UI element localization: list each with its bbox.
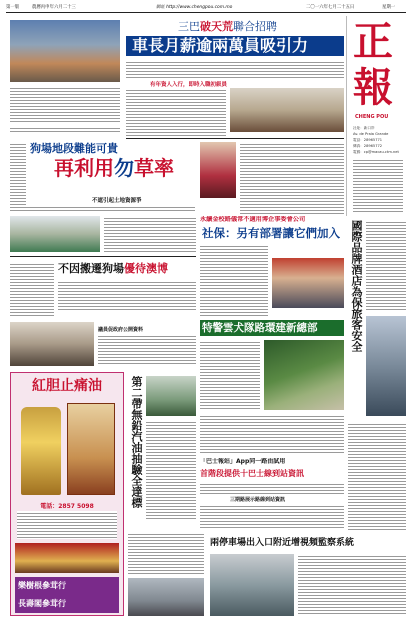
masthead-info-5: 電郵：cp@macau.ctm.net <box>353 150 399 154</box>
social-photo <box>272 258 344 308</box>
masthead-char-zheng: 正 <box>353 18 393 65</box>
social-headline: 社保：另有部署讓它們加入 <box>202 226 340 240</box>
parking-photo-2 <box>210 554 294 616</box>
dog-park-photo <box>10 216 100 252</box>
ad-phone: 電話：2857 5098 <box>40 503 94 510</box>
recruit-kicker-a: 三巴 <box>178 20 200 33</box>
tepu-headline: 特警雲犬隊路環建新總部 <box>200 320 344 336</box>
article-text <box>200 244 268 316</box>
divider <box>126 138 344 139</box>
dog-move-caption: 議員促政府公開資料 <box>98 327 144 333</box>
article-text <box>58 280 196 312</box>
article-text <box>298 554 406 616</box>
website: 網址 http://www.chengpou.com.mo <box>156 5 233 10</box>
masthead <box>346 16 406 216</box>
ad-shop2: 長壽閣參茸行 <box>15 595 119 613</box>
dog-move-headline-b: 優待澳博 <box>124 262 168 275</box>
dog-move-headline <box>58 262 168 276</box>
dog-park-headline-c: 勿 <box>114 156 134 180</box>
ad-bottle-image <box>21 407 61 495</box>
app-subhead: 三期路展示路線到站資訊 <box>230 497 286 503</box>
header-bar <box>6 4 406 13</box>
divider <box>10 256 196 257</box>
article-text <box>366 220 406 310</box>
article-text <box>10 86 120 122</box>
app-kicker: 「巴士報站」App同一路由試用 <box>200 458 286 465</box>
recruit-headline: 車長月薪逾兩萬員吸引力 <box>126 36 344 56</box>
article-text <box>348 422 406 530</box>
gregorian-date: 二〇一六年七月二十五日 <box>306 5 355 10</box>
masthead-info-4: 傳真：28965772 <box>353 144 383 148</box>
social-kicker: 永續金校路儀常不適用博企事委會公司 <box>200 216 306 223</box>
app-headline: 首階段提供十巴士線到站資訊 <box>200 469 304 478</box>
article-text <box>10 126 120 134</box>
ad-shop1: 樂樹根參茸行 <box>15 577 119 595</box>
recruit-subhead: 有年資人入行，即時入職初級員 <box>150 82 228 88</box>
article-text <box>200 414 344 454</box>
article-text <box>104 216 196 252</box>
masthead-notice <box>353 158 403 212</box>
dog-move-photo <box>10 322 94 366</box>
dog-move-headline-a: 不因搬遷狗場 <box>58 262 124 275</box>
page-number: 第一版 <box>6 5 20 10</box>
ad-title: 紅胆止痛油 <box>32 378 102 394</box>
masthead-info-3: 電話：28965771 <box>353 138 383 142</box>
lunar-date: 農曆丙申年六月二十三 <box>32 5 76 10</box>
dog-park-headline-b: 利用 <box>74 156 114 180</box>
cctv-headline: 兩停車場出入口附近增視頻監察系統 <box>210 538 355 548</box>
recruit-kicker <box>178 20 277 33</box>
masthead-char-bao: 報 <box>353 64 393 111</box>
ad-text <box>17 511 117 539</box>
ad-shop-photo <box>15 543 119 573</box>
article-text <box>98 334 196 366</box>
ad-block <box>10 372 124 616</box>
meeting-photo <box>10 20 120 82</box>
dog-park-headline <box>54 156 174 180</box>
masthead-english: CHENG POU <box>355 114 389 120</box>
recruit-kicker-c: 聯合招聘 <box>233 20 277 33</box>
tepu-aerial-photo <box>264 340 344 410</box>
article-text <box>126 88 226 136</box>
article-text <box>200 340 260 410</box>
gas-photo <box>146 376 196 416</box>
vertical-headline-2: 第二帶無鉛汽油抽驗全達標 <box>130 376 143 508</box>
parking-photo-1 <box>128 578 204 616</box>
dog-park-kicker: 狗場地段難能可貴 <box>30 142 118 155</box>
weekday: 星期一 <box>382 5 396 10</box>
ad-box-image <box>67 403 115 495</box>
hotel-photo <box>366 316 406 416</box>
masthead-info-1: 社址：新口岸 <box>353 126 375 130</box>
portrait-photo <box>200 142 236 198</box>
article-text <box>10 262 54 318</box>
article-text <box>10 142 26 206</box>
article-text <box>200 504 344 530</box>
dog-park-subhead: 不遮引起土地資源爭 <box>92 198 142 204</box>
article-text <box>240 142 344 214</box>
article-text <box>126 60 344 78</box>
recruit-photo <box>230 88 344 132</box>
article-text <box>146 420 196 520</box>
masthead-info-2: Av. de Praia Grande <box>353 132 389 136</box>
recruit-kicker-b: 破天荒 <box>200 20 233 33</box>
article-text <box>10 205 195 213</box>
dog-park-headline-a: 再 <box>54 156 74 180</box>
article-text <box>200 482 344 494</box>
vertical-headline: 國際品牌酒店為保旅客安全 <box>350 220 363 352</box>
article-text <box>128 532 204 576</box>
dog-park-headline-d: 草率 <box>134 156 174 180</box>
